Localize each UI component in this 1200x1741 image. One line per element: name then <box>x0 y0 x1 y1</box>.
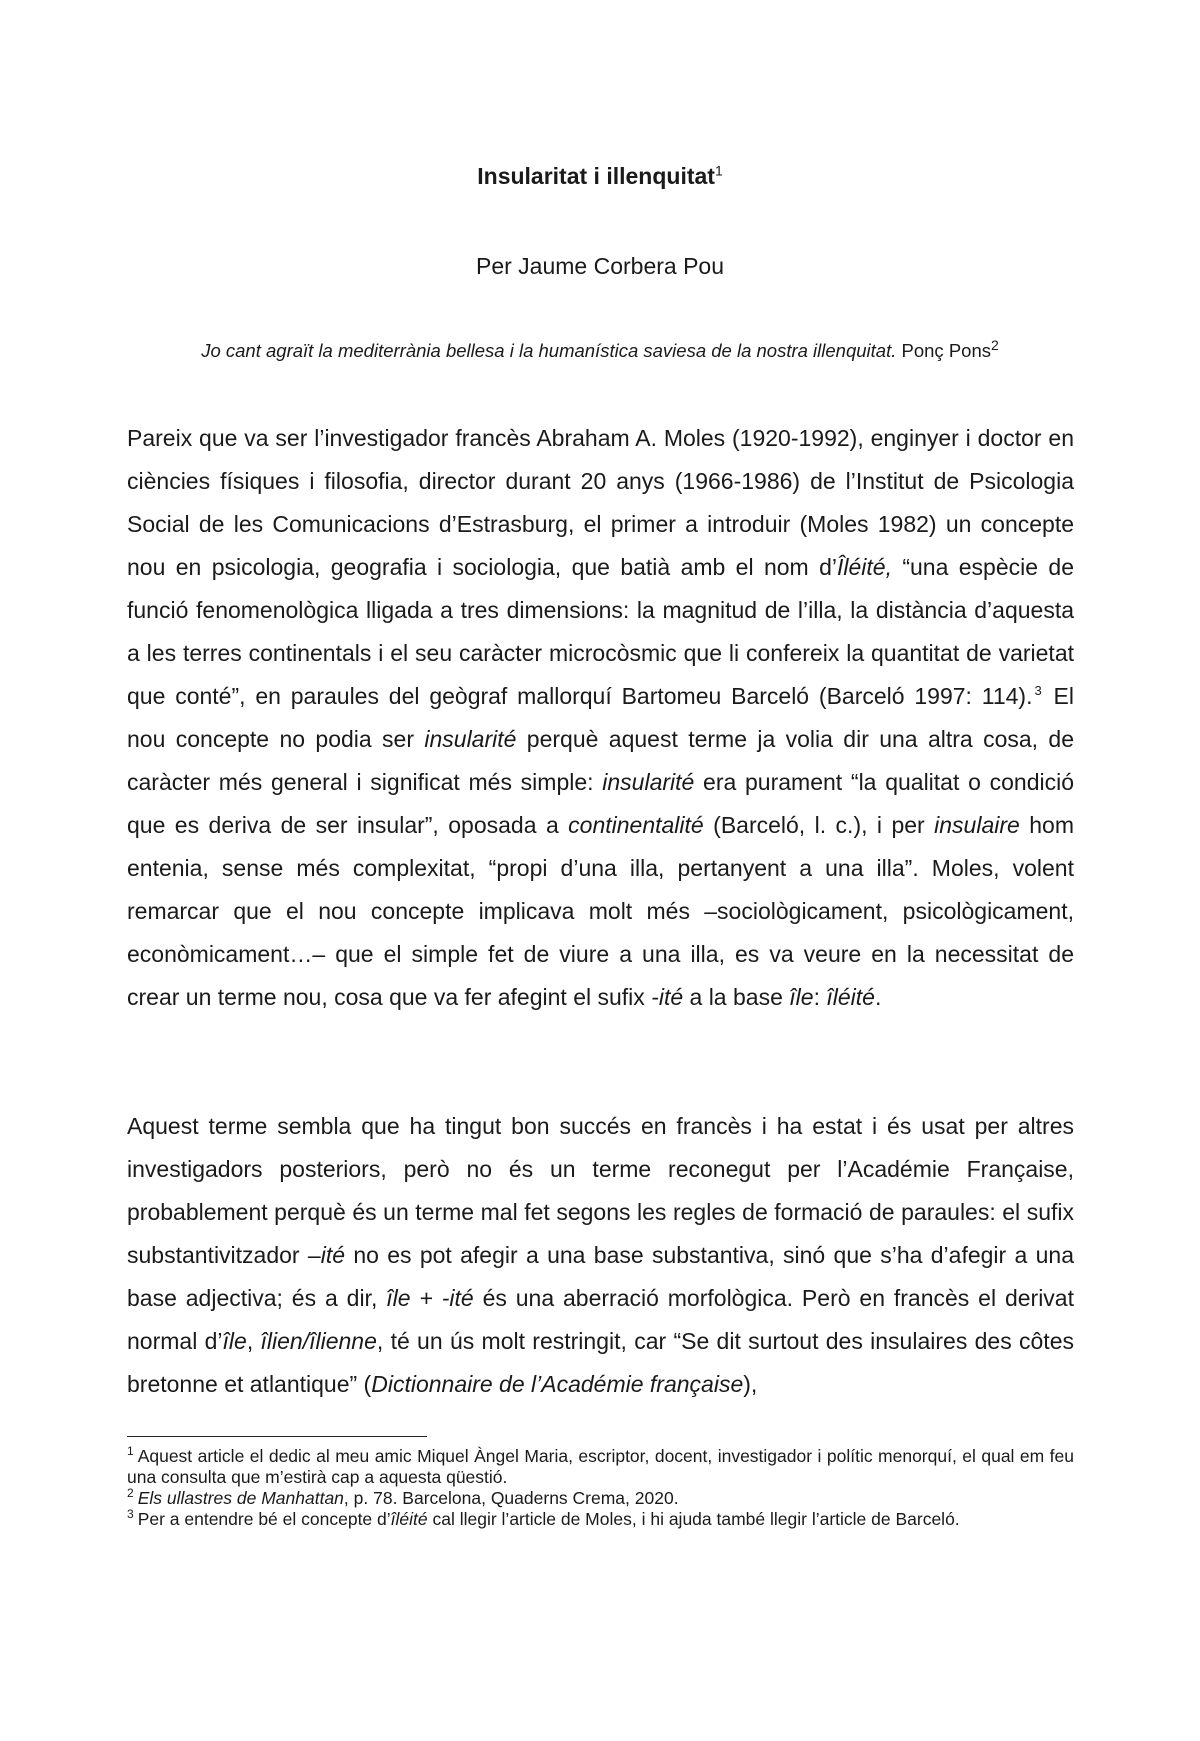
text-run: Aquest terme sembla que ha tingut bon succés en francès i ha estat i és usat per altres investigadors posteriors, però no és un terme reconegut per l’Académie Française, probablement perquè és un terme mal fet segons les regles de formació de paraules: el sufix substantivitzador – <box>127 1113 1074 1268</box>
text-run: : <box>813 984 827 1010</box>
italic-term: ité <box>320 1242 345 1268</box>
italic-term: insularité <box>602 769 695 795</box>
footnote-number: 1 <box>127 1444 134 1459</box>
italic-term: continentalité <box>568 812 704 838</box>
text-run: no es pot afegir a una base substantiva, sinó que s’ha d’afegir a una base adjectiva; és a dir, <box>127 1242 1074 1311</box>
footnote-text: Aquest article el dedic al meu amic Miquel Àngel Maria, escriptor, docent, investigador i polític menorquí, el qual em feu una consulta que m’estirà cap a aquesta qüestió. <box>127 1446 1074 1487</box>
italic-term: Îléité, <box>836 554 892 580</box>
footnote-text: Per a entendre bé el concepte d’ <box>137 1509 391 1529</box>
italic-term: insularité <box>424 726 517 752</box>
italic-term: -ité <box>651 984 684 1010</box>
text-run: Pareix que va ser l’investigador francès Abraham A. Moles (1920-1992), enginyer i doctor en ciències físiques i filosofia, director durant 20 anys (1966-1986) de l’Institut de Psicologia Social de les Comunicacions d’Estrasburg, el primer a introduir (Moles 1982) un concepte nou en psicologia, geografia i sociologia, que batià amb el nom d’ <box>127 425 1074 580</box>
italic-term: insulaire <box>934 812 1020 838</box>
italic-term: îléité <box>826 984 875 1010</box>
body-paragraph-1 <box>127 417 1074 1019</box>
text-run: “una espècie de funció fenomenològica lligada a tres dimensions: la magnitud de l’illa, la distància d’aquesta a les terres continentals i el seu caràcter microcòsmic que li confereix la quantitat de varietat que conté”, en paraules del geògraf mallorquí Bartomeu Barceló (Barceló 1997: 114). <box>127 554 1074 709</box>
text-run: , té un ús molt restringit, car “Se dit surtout des insulaires des côtes bretonne et atlantique” ( <box>127 1328 1074 1397</box>
body-paragraph-2 <box>127 1105 1074 1406</box>
footnote-number: 3 <box>127 1507 134 1522</box>
epigraph-quote: Jo cant agraït la mediterrània bellesa i la humanística saviesa de la nostra illenquitat. <box>201 340 897 361</box>
footnote-number: 2 <box>127 1486 134 1501</box>
text-run: era purament “la qualitat o condició que es deriva de ser insular”, oposada a <box>127 769 1074 838</box>
text-run: . <box>874 984 882 1010</box>
text-run: (Barceló, l. c.), i per <box>703 812 935 838</box>
text-run: El nou concepte no podia ser <box>127 683 1074 752</box>
footnote-2 <box>127 1488 1074 1509</box>
text-run: hom entenia, sense més complexitat, “propi d’una illa, pertanyent a una illa”. Moles, volent remarcar que el nou concepte implicava molt més –sociològicament, psicològicament, econòmicament…– que el simple fet de viure a una illa, es va veure en la necessitat de crear un terme nou, cosa que va fer afegint el sufix <box>127 812 1074 1010</box>
epigraph <box>0 336 1200 362</box>
italic-term: îlien/îlienne <box>260 1328 377 1354</box>
footnotes-section <box>127 1446 1074 1530</box>
footnote-italic-term: îléité <box>390 1509 428 1529</box>
epigraph-author: Ponç Pons <box>901 340 991 361</box>
article-title <box>0 163 1200 190</box>
text-run: és una aberració morfològica. Però en francès el derivat normal d’ <box>127 1285 1074 1354</box>
text-run: a la base <box>683 984 790 1010</box>
text-run: ), <box>743 1371 758 1397</box>
footnote-text: cal llegir l’article de Moles, i hi ajuda també llegir l’article de Barceló. <box>427 1509 960 1529</box>
author-byline: Per Jaume Corbera Pou <box>475 253 724 279</box>
italic-term: île + -ité <box>386 1285 474 1311</box>
text-run: , <box>246 1328 261 1354</box>
footnote-1 <box>127 1446 1074 1488</box>
italic-term: Dictionnaire de l’Académie française <box>371 1371 744 1397</box>
footnote-separator <box>127 1436 427 1437</box>
footnote-3 <box>127 1509 1074 1530</box>
italic-term: île <box>789 984 814 1010</box>
footnote-text: , p. 78. Barcelona, Quaderns Crema, 2020. <box>343 1488 679 1508</box>
text-run: perquè aquest terme ja volia dir una altra cosa, de caràcter més general i significat més simple: <box>127 726 1074 795</box>
footnote-book-title: Els ullastres de Manhattan <box>137 1488 344 1508</box>
italic-term: île <box>222 1328 247 1354</box>
epigraph-footnote-mark: 2 <box>991 336 999 353</box>
footnote-ref-3: 3 <box>1034 683 1042 699</box>
title-text: Insularitat i illenquitat <box>477 163 715 189</box>
title-footnote-mark: 1 <box>714 162 723 179</box>
